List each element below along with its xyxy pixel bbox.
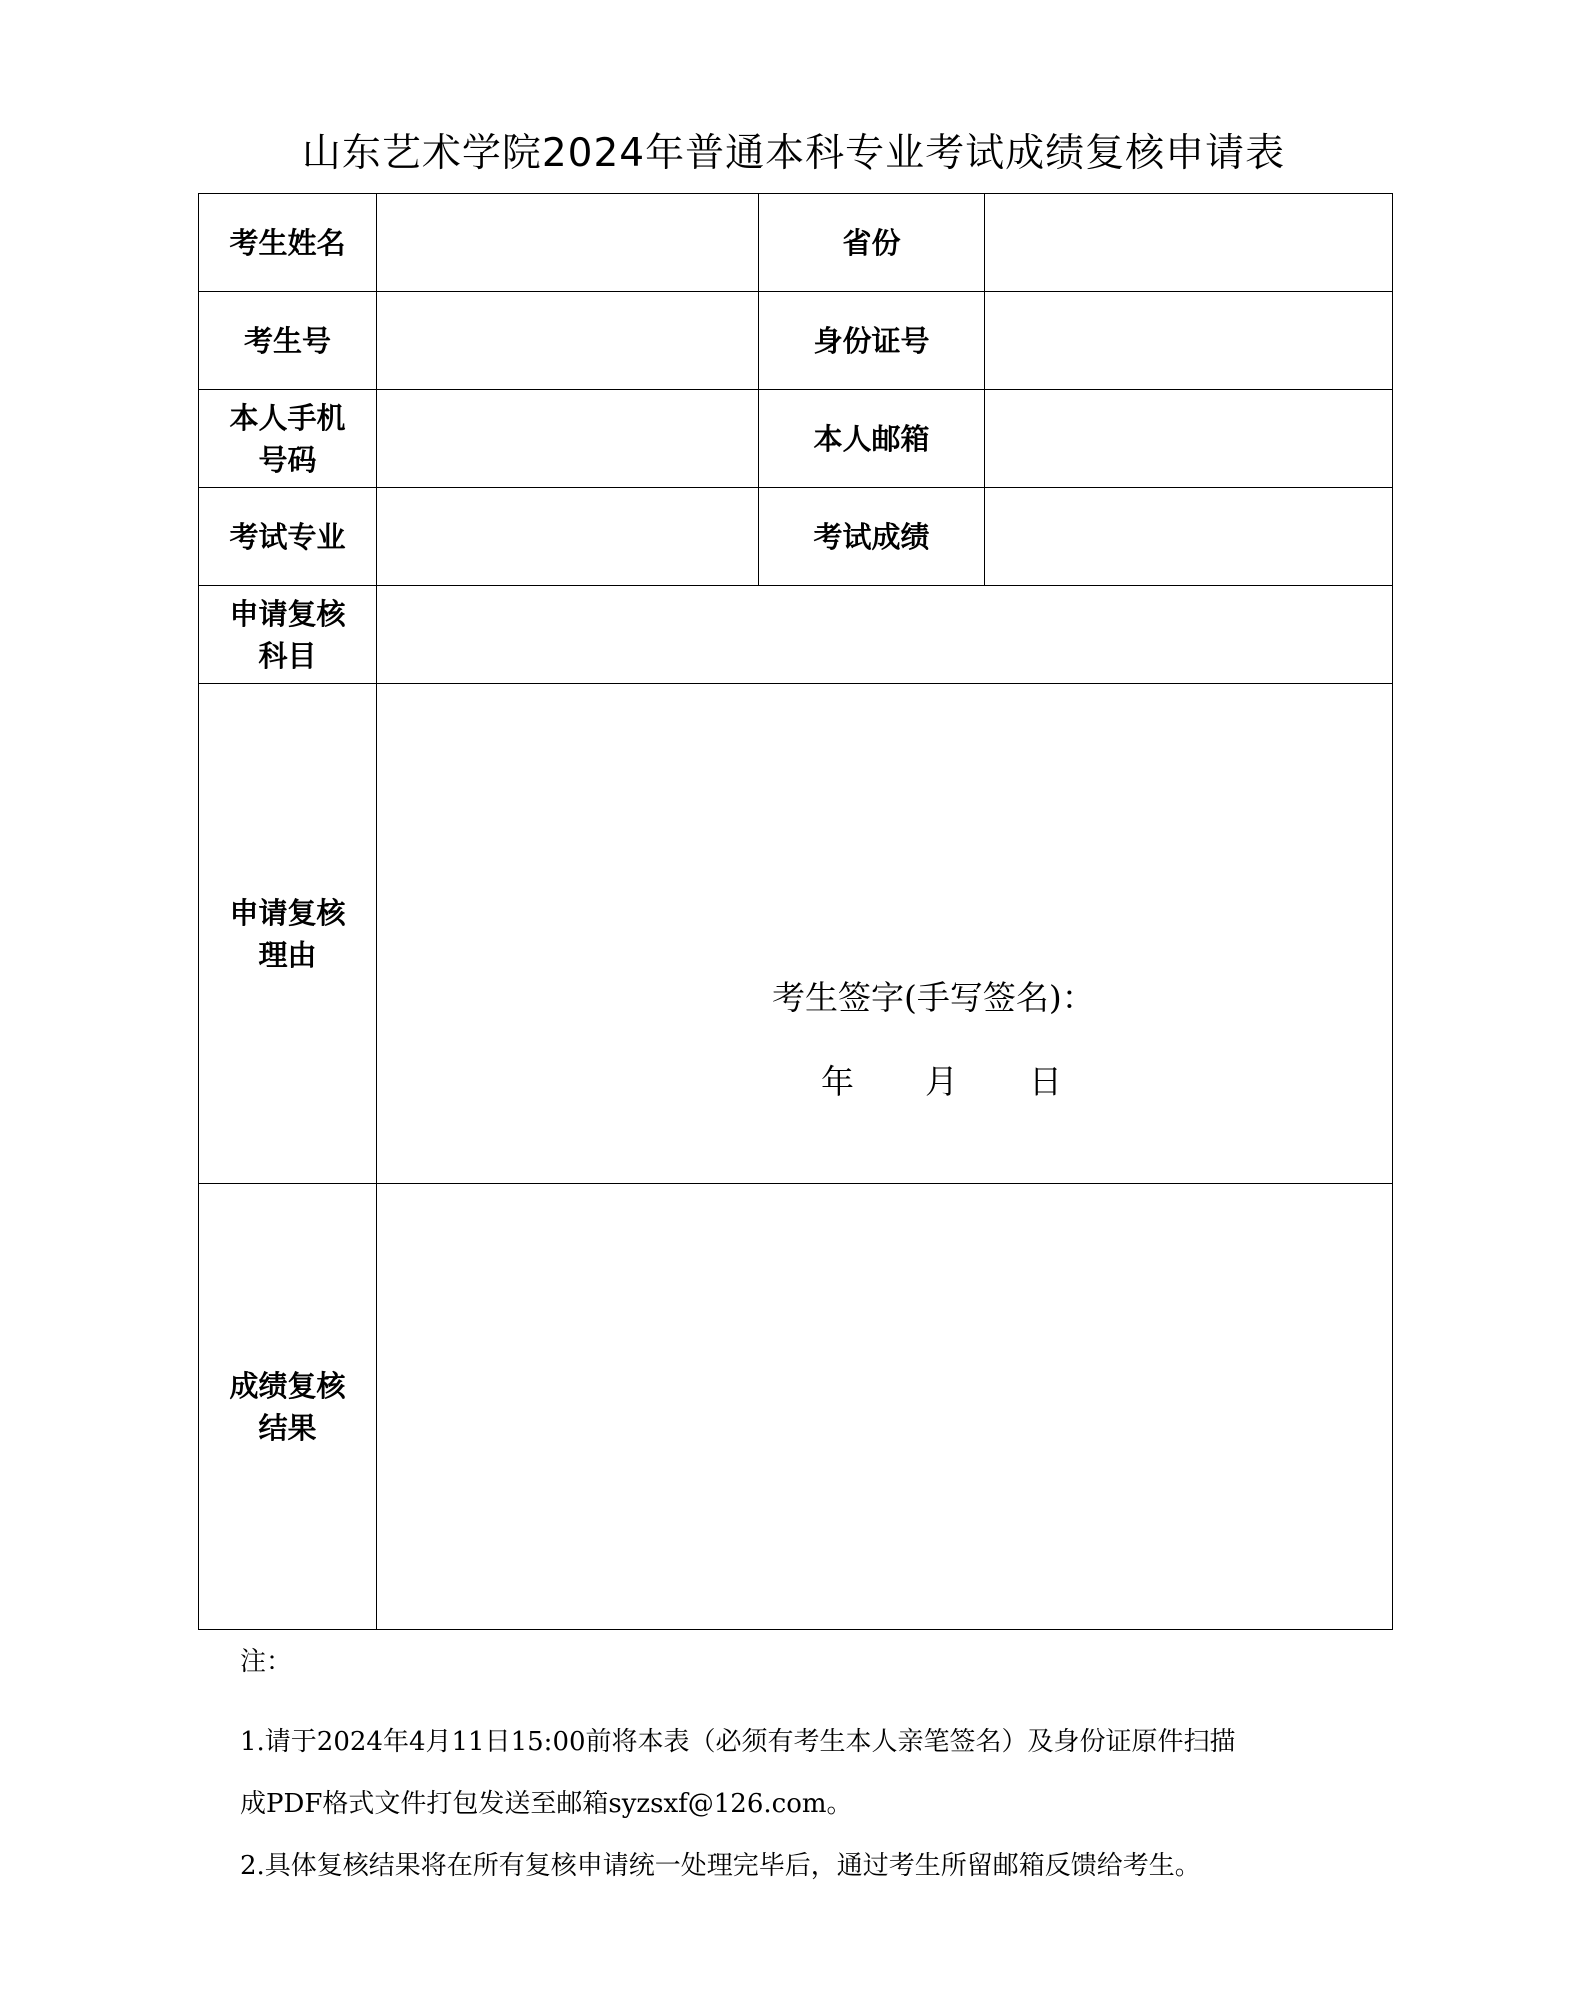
form-row-name: [199, 194, 1393, 292]
reason-field[interactable]: [377, 684, 1393, 1184]
reason-label: 申请复核 理由: [199, 684, 377, 1184]
form-row-contact: [199, 390, 1393, 488]
email-field[interactable]: [985, 390, 1393, 488]
form-row-subjects: [199, 586, 1393, 684]
page-title: 山东艺术学院2024年普通本科专业考试成绩复核申请表: [301, 131, 1286, 176]
note-line-1-cont: 成PDF格式文件打包发送至邮箱syzsxf@126.com。: [240, 1789, 853, 1819]
score-label: 考试成绩: [759, 488, 985, 586]
id-number-field[interactable]: [985, 292, 1393, 390]
major-label: 考试专业: [199, 488, 377, 586]
date-day: 日: [1029, 1062, 1062, 1101]
signature-label: 考生签字(手写签名)：: [772, 978, 1095, 1017]
date-year: 年: [821, 1062, 854, 1101]
province-label: 省份: [759, 194, 985, 292]
date-month: 月: [925, 1062, 958, 1101]
form-row-major: [199, 488, 1393, 586]
subjects-label: 申请复核 科目: [199, 586, 377, 684]
note-line-2: 2.具体复核结果将在所有复核申请统一处理完毕后，通过考生所留邮箱反馈给考生。: [240, 1851, 1201, 1881]
phone-label: 本人手机 号码: [199, 390, 377, 488]
form-row-reason: [199, 684, 1393, 1184]
note-line-1: 1.请于2024年4月11日15:00前将本表（必须有考生本人亲笔签名）及身份证原件扫描: [240, 1727, 1236, 1757]
name-field[interactable]: [377, 194, 759, 292]
subjects-field[interactable]: [377, 586, 1393, 684]
result-label: 成绩复核 结果: [199, 1184, 377, 1630]
form-row-exam-number: [199, 292, 1393, 390]
application-form-table: [198, 193, 1393, 1630]
phone-field[interactable]: [377, 390, 759, 488]
exam-number-field[interactable]: [377, 292, 759, 390]
score-field[interactable]: [985, 488, 1393, 586]
form-row-result: [199, 1184, 1393, 1630]
notes-heading: 注：: [240, 1647, 293, 1677]
result-field[interactable]: [377, 1184, 1393, 1630]
exam-number-label: 考生号: [199, 292, 377, 390]
major-field[interactable]: [377, 488, 759, 586]
province-field[interactable]: [985, 194, 1393, 292]
name-label: 考生姓名: [199, 194, 377, 292]
email-label: 本人邮箱: [759, 390, 985, 488]
notes-section: [240, 1645, 1370, 1897]
signature-date: [821, 1056, 1062, 1103]
id-number-label: 身份证号: [759, 292, 985, 390]
